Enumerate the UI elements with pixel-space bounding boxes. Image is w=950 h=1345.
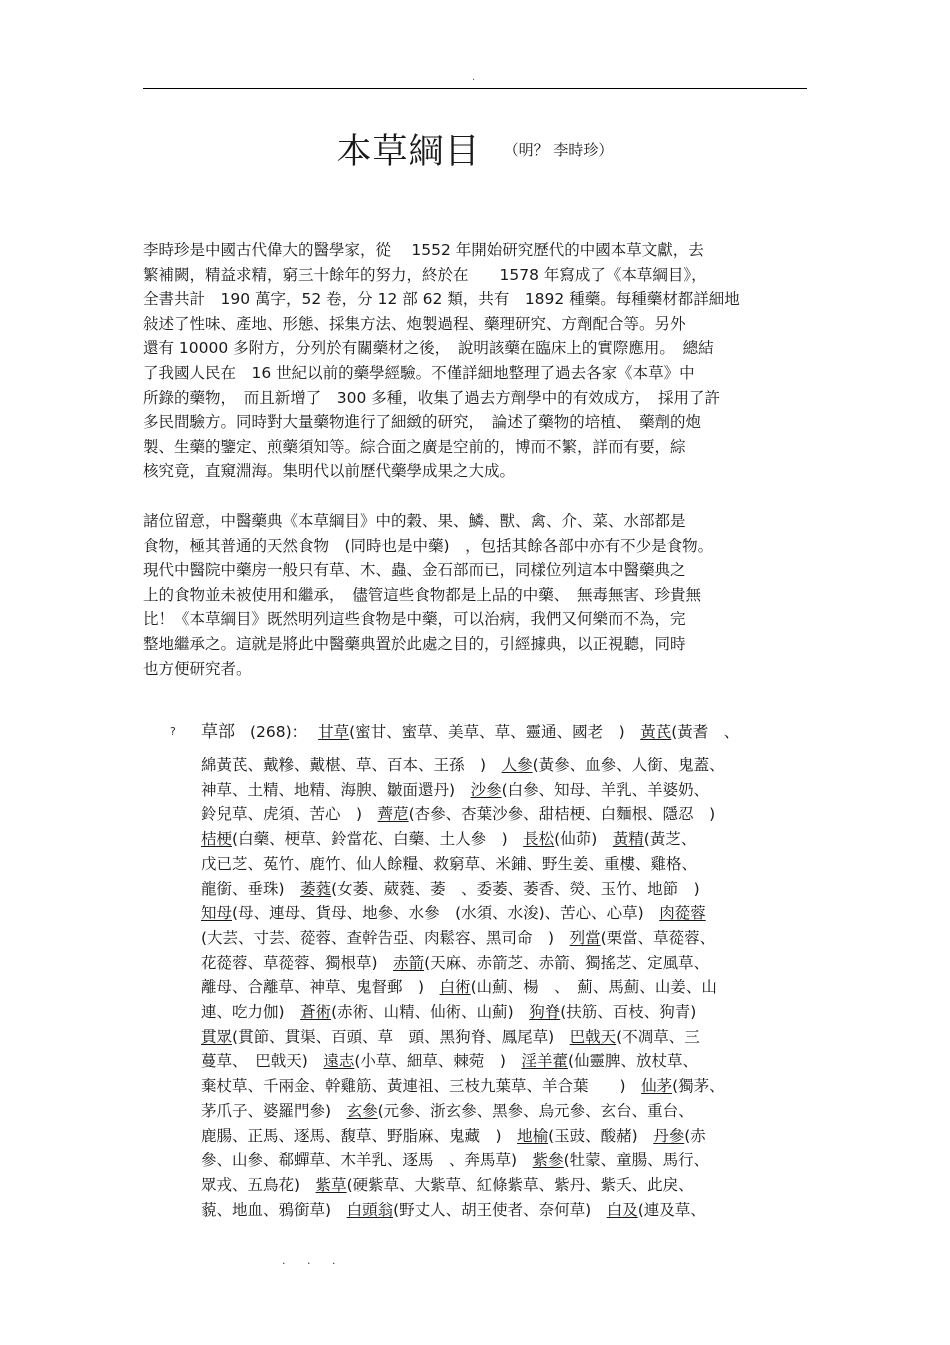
herb-alias-text: (黃參、血參、人銜、鬼蓋、	[532, 756, 725, 774]
herb-alias-text: 鈴兒草、虎須、苦心 )	[201, 805, 378, 824]
bullet-marker: ?	[170, 725, 176, 738]
herb-alias-text: (母、連母、貨母、地參、水參 (水須、水浚)、苦心、心草)	[232, 904, 660, 923]
intro-line: 核究竟，直窺淵海。集明代以前歷代藥學成果之大成。	[143, 462, 516, 481]
herb-name-link[interactable]: 長松	[523, 830, 555, 849]
herb-line	[201, 827, 725, 852]
herb-name-link[interactable]: 玄參	[346, 1101, 378, 1120]
herb-alias-text: (赤術、山精、仙術、山薊)	[331, 1003, 530, 1022]
herb-alias-text: (連及草、	[637, 1200, 706, 1219]
herb-category: 草部	[201, 722, 235, 742]
intro-line: 李時珍是中國古代偉大的醫學家，從 1552 年開始研究歷代的中國本草文獻，去	[143, 241, 704, 259]
herb-line	[201, 926, 725, 951]
intro-line: 了我國人民在 16 世紀以前的藥學經驗。不僅詳細地整理了過去各家《本草》中	[143, 363, 695, 382]
note-line: 食物，極其普通的天然食物 (同時也是中藥) ，包括其餘各部中亦有不少是食物。	[143, 536, 714, 555]
herb-alias-text: 棄杖草、千兩金、幹雞筋、黃連祖、三枝九葉草、羊合葉 )	[201, 1077, 642, 1096]
herb-alias-text: (扶筋、百枝、狗青)	[560, 1003, 697, 1022]
herb-name-link[interactable]: 白及	[606, 1200, 638, 1219]
herb-name-link[interactable]: 紫草	[315, 1175, 347, 1194]
intro-line: 敍述了性味、產地、形態、採集方法、炮製過程、藥理研究、方劑配合等。另外	[143, 314, 686, 333]
herb-alias-text: 離母、合離草、神草、鬼督郵 )	[201, 978, 440, 997]
herb-alias-text: 龍銜、垂珠)	[201, 879, 301, 898]
herb-alias-text: (杏參、杏葉沙參、甜桔梗、白麵根、隱忍 )	[408, 805, 716, 824]
herb-name-link[interactable]: 地榆	[517, 1126, 549, 1145]
herb-name-link[interactable]: 薺苨	[377, 805, 409, 824]
herb-name-link[interactable]: 丹參	[653, 1126, 685, 1145]
header-rule	[143, 88, 807, 89]
herb-line	[201, 753, 725, 778]
herb-alias-text: 參、山參、郗蟬草、木羊乳、逐馬 、奔馬草)	[201, 1151, 533, 1170]
herb-alias-text: (天麻、赤箭芝、赤箭、獨搖芝、定風草、	[424, 953, 710, 972]
intro-paragraph	[143, 238, 811, 484]
herb-alias-text: (元參、浙玄參、黑參、烏元參、玄台、重台、	[377, 1101, 694, 1120]
herb-alias-text: (白參、知母、羊乳、羊婆奶、	[501, 780, 710, 799]
herb-line	[201, 1173, 725, 1198]
herb-line	[201, 1148, 725, 1173]
herb-alias-text: (獨茅、	[672, 1077, 725, 1096]
herb-name-link[interactable]: 桔梗	[201, 830, 233, 849]
herb-alias-text: (山薊、楊 、 薊、馬薊、山姜、山	[470, 978, 717, 997]
herb-alias-text: (赤	[684, 1126, 706, 1145]
note-line: 上的食物並未被使用和繼承， 儘管這些食物都是上品的中藥、 無毒無害、珍貴無	[143, 585, 702, 604]
herb-alias-text: 花蓯蓉、草蓯蓉、獨根草)	[201, 953, 394, 972]
intro-line: 製、生藥的鑒定、煎藥須知等。綜合面之廣是空前的，博而不繁，詳而有要，綜	[143, 437, 686, 456]
footer-dots: . . .	[282, 1254, 345, 1267]
herb-name-link[interactable]: 遠志	[323, 1052, 355, 1071]
intro-line: 繁補闕，精益求精，窮三十餘年的努力，終於在 1578 年寫成了《本草綱目》，	[143, 265, 707, 284]
herb-name-link[interactable]: 仙茅	[641, 1077, 673, 1096]
herb-alias-text: (小草、細草、棘菀 )	[354, 1052, 522, 1071]
herb-name-link[interactable]: 紫參	[532, 1151, 564, 1170]
herb-alias-text: 茅爪子、婆羅門參)	[201, 1101, 347, 1120]
herb-name-link[interactable]: 沙參	[470, 780, 502, 799]
intro-line: 還有 10000 多附方，分列於有關藥材之後， 說明該藥在臨床上的實際應用。 總結	[143, 339, 714, 358]
herb-name-link[interactable]: 赤箭	[393, 953, 425, 972]
herb-line	[201, 778, 725, 803]
herb-line	[201, 1025, 725, 1050]
herb-alias-text: 連、吃力伽)	[201, 1003, 301, 1022]
herb-line	[201, 951, 725, 976]
herb-name-link[interactable]: 白術	[439, 978, 471, 997]
herb-alias-text: 眾戎、五鳥花)	[201, 1175, 316, 1194]
herb-alias-text: (仙靈脾、放杖草、	[567, 1052, 699, 1071]
intro-line: 所錄的藥物， 而且新增了 300 多種，收集了過去方劑學中的有效成方， 採用了許	[143, 388, 721, 407]
herb-line	[201, 1074, 725, 1099]
herb-name-link[interactable]: 蒼術	[300, 1003, 332, 1022]
herb-line	[201, 1049, 725, 1074]
note-line: 也方便研究者。	[143, 659, 252, 678]
herb-name-link[interactable]: 知母	[201, 904, 233, 923]
herb-line	[201, 1099, 725, 1124]
page-title: 本草綱目	[336, 132, 481, 172]
intro-line: 全書共計 190 萬字，52 卷，分 12 部 62 類，共有 1892 種藥。每種藥材都詳細地	[143, 290, 740, 309]
herb-line	[201, 802, 725, 827]
herb-line	[201, 1124, 725, 1149]
herb-alias-text: (不凋草、三	[616, 1027, 700, 1046]
herb-alias-text: (硬紫草、大紫草、紅條紫草、紫丹、紫夭、此戾、	[346, 1175, 694, 1194]
herb-name-link[interactable]: 黃芪	[640, 723, 672, 741]
herb-name-link[interactable]: 人參	[501, 756, 533, 774]
note-line: 比！《本草綱目》既然明列這些食物是中藥，可以治病，我們又何樂而不為，完	[143, 610, 686, 629]
herb-name-link[interactable]: 列當	[569, 928, 601, 947]
herb-alias-text: 蔓草、 巴戟天)	[201, 1052, 324, 1071]
herb-alias-text: (野丈人、胡王使者、奈何草)	[393, 1200, 607, 1219]
herb-name-link[interactable]: 狗脊	[529, 1003, 561, 1022]
herb-line	[201, 1000, 725, 1025]
herb-list	[201, 753, 725, 1222]
herb-alias-text: 鹿腸、正馬、逐馬、馥草、野脂麻、鬼藏 )	[201, 1126, 518, 1145]
herb-name-link[interactable]: 甘草	[318, 723, 350, 741]
herb-alias-text: (栗當、草蓯蓉、	[600, 928, 716, 947]
note-line: 整地繼承之。這就是將此中醫藥典置於此處之目的，引經據典，以正視聽，同時	[143, 634, 686, 653]
herb-alias-text: (貫節、貫渠、百頭、草 頭、黑狗脊、鳳尾草)	[232, 1027, 570, 1046]
intro-line: 多民間驗方。同時對大量藥物進行了細緻的研究， 論述了藥物的培植、 藥劑的炮	[143, 413, 702, 432]
herb-alias-text: 綿黃芪、戴糝、戴椹、草、百本、王孫 )	[201, 756, 502, 774]
herb-name-link[interactable]: 白頭翁	[346, 1200, 394, 1219]
herb-line	[201, 877, 725, 902]
header-mark: .	[472, 72, 476, 83]
note-line: 現代中醫院中藥房一般只有草、木、蟲、金石部而已，同樣位列這本中醫藥典之	[143, 561, 686, 580]
herb-name-link[interactable]: 貫眾	[201, 1027, 233, 1046]
herb-alias-text: (黃耆 、	[671, 723, 740, 741]
herb-alias-text: (黃芝、	[643, 830, 697, 849]
herb-first-line	[201, 720, 739, 744]
food-note-paragraph	[143, 509, 811, 681]
herb-line	[201, 852, 725, 877]
herb-alias-text: (大芸、寸芸、蓯蓉、查幹告亞、肉鬆容、黑司命 )	[201, 928, 570, 947]
herb-name-link[interactable]: 巴戟天	[569, 1027, 617, 1046]
herb-alias-text: (女萎、葳蕤、萎 、委萎、萎香、熒、玉竹、地節 )	[331, 879, 700, 898]
herb-line	[201, 975, 725, 1000]
herb-alias-text: (白藥、梗草、鈴當花、白藥、土人參 )	[232, 830, 524, 849]
herb-alias-text: (仙茆)	[554, 830, 613, 849]
herb-alias-text: (牡蒙、童腸、馬行、	[563, 1151, 710, 1170]
herb-line	[201, 1198, 725, 1223]
title-block	[0, 124, 950, 174]
herb-alias-text: 藐、地血、鴉銜草)	[201, 1200, 347, 1219]
herb-alias-text: 神草、土精、地精、海腴、皺面還丹)	[201, 780, 471, 799]
herb-line	[201, 901, 725, 926]
herb-name-link[interactable]: 黃精	[612, 830, 644, 849]
herb-alias-text: (玉豉、酸赭)	[548, 1126, 654, 1145]
herb-name-link[interactable]: 肉蓯蓉	[659, 904, 706, 923]
herb-count: (268)：	[249, 723, 308, 741]
page-subtitle: （明？ 李時珍）	[503, 140, 614, 159]
herb-name-link[interactable]: 淫羊藿	[521, 1052, 568, 1071]
note-line: 諸位留意，中醫藥典《本草綱目》中的穀、果、鱗、獸、禽、介、菜、水部都是	[143, 512, 686, 530]
herb-name-link[interactable]: 萎蕤	[300, 879, 332, 898]
herb-alias-text: 戊已芝、菟竹、鹿竹、仙人餘糧、救窮草、米鋪、野生姜、重樓、雞格、	[201, 854, 698, 873]
herb-alias-text: (蜜甘、蜜草、美草、草、靈通、國老 )	[349, 723, 641, 741]
